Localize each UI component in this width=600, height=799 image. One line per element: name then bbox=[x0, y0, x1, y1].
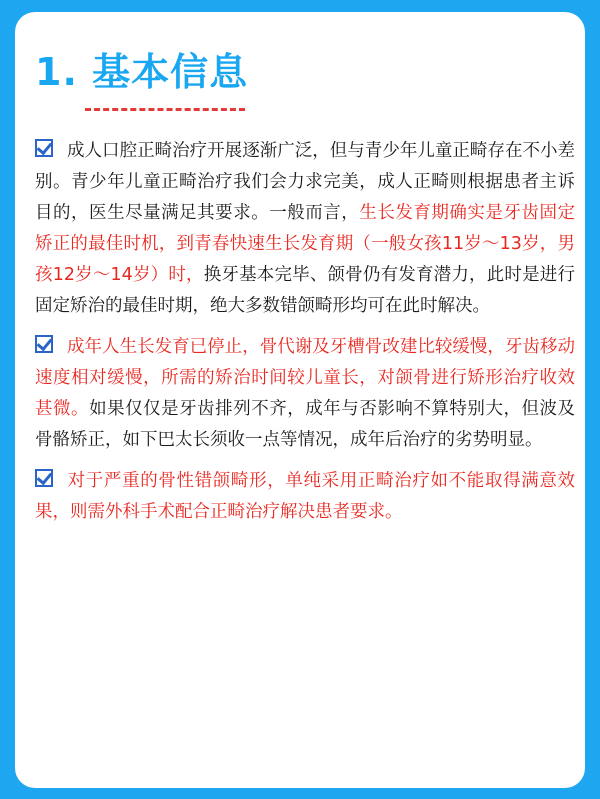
title-dashed-underline bbox=[85, 108, 245, 111]
checkbox-checked-icon bbox=[35, 335, 53, 353]
paragraph-2-text: 如果仅仅是牙齿排列不齐，成年与否影响不算特别大，但波及骨骼矫正，如下巴太长须收一点等情况，成年后治疗的劣势明显。 bbox=[35, 399, 576, 450]
section-title: 1. 基本信息 bbox=[35, 50, 249, 94]
paragraph-3 bbox=[35, 466, 575, 528]
paragraph-2 bbox=[35, 332, 575, 456]
article-body bbox=[35, 136, 575, 538]
paragraph-3-highlight: 对于严重的骨性错颌畸形，单纯采用正畸治疗如不能取得满意效果，则需外科手术配合正畸治疗解决患者要求。 bbox=[35, 471, 575, 522]
paragraph-1-text-end: 换牙基本完毕、颌骨仍有发育潜力，此时是进行固定矫治的最佳时期，绝大多数错颌畸形均可在此时解决。 bbox=[35, 265, 575, 316]
checkbox-checked-icon bbox=[35, 469, 53, 487]
paragraph-1 bbox=[35, 136, 575, 322]
paragraph-1-text: 成人口腔正畸治疗开展逐渐广泛，但与青少年儿童正畸存在不小差别。青少年儿童正畸治疗我们会力求完美，成人正畸则根据患者主诉目的，医生尽量满足其要求。一般而言， bbox=[35, 141, 575, 223]
paragraph-2-highlight: 成年人生长发育已停止，骨代谢及牙槽骨改建比较缓慢，牙齿移动速度相对缓慢，所需的矫治时间较儿童长，对颌骨进行矫形治疗收效甚微。 bbox=[35, 337, 575, 419]
paragraph-1-highlight: 生长发育期确实是牙齿固定矫正的最佳时机，到青春快速生长发育期（一般女孩11岁～13岁，男孩12岁～14岁）时， bbox=[35, 203, 576, 285]
checkbox-checked-icon bbox=[35, 139, 53, 157]
content-card bbox=[15, 12, 585, 788]
